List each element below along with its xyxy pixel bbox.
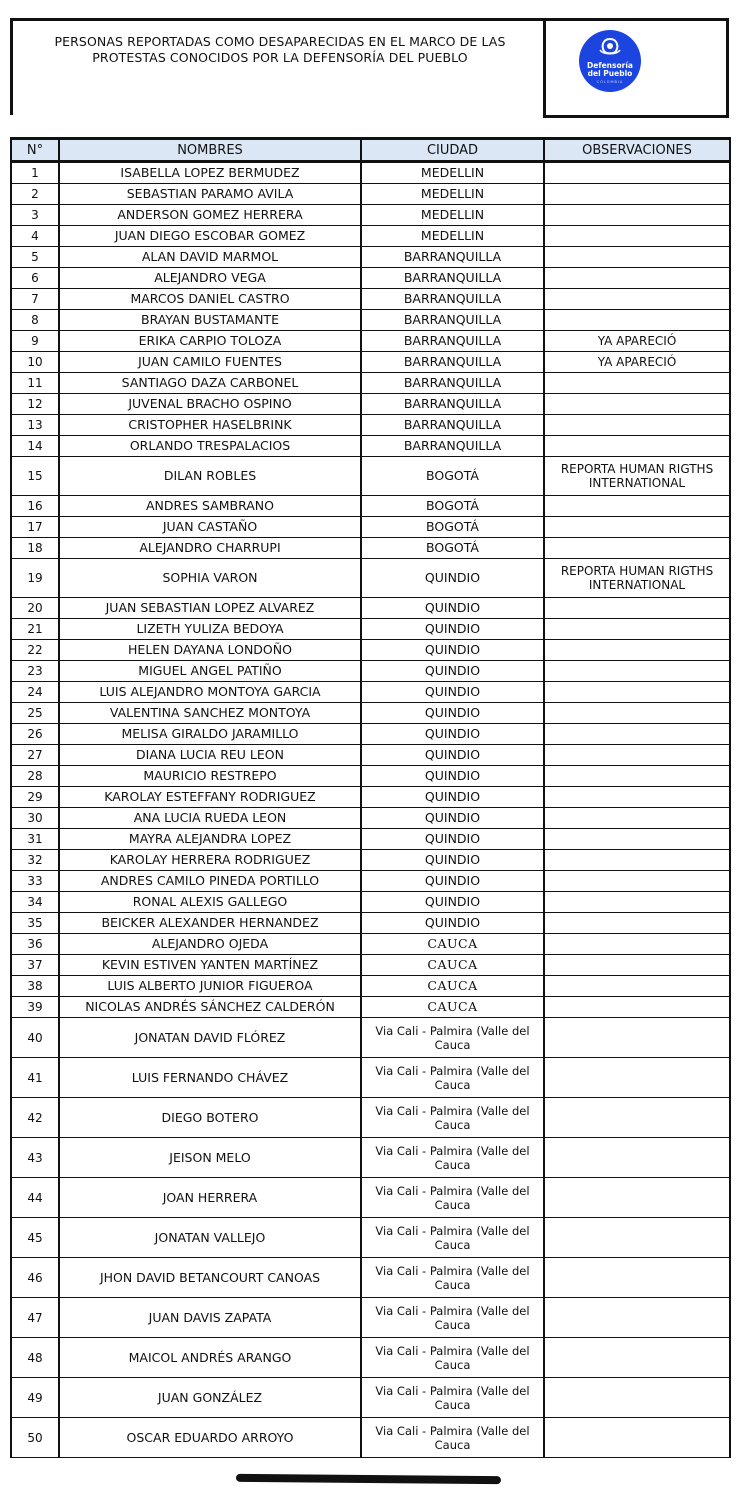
table-row (11, 517, 730, 538)
city-cell: QUINDIO (361, 850, 544, 871)
person-name: ISABELLA LOPEZ BERMUDEZ (59, 162, 361, 184)
row-number: 33 (11, 871, 59, 892)
table-row (11, 394, 730, 415)
city-cell: QUINDIO (361, 661, 544, 682)
observations-cell (544, 703, 730, 724)
table-row (11, 1418, 730, 1458)
table-row (11, 829, 730, 850)
person-name: BEICKER ALEXANDER HERNANDEZ (59, 913, 361, 934)
row-number: 5 (11, 247, 59, 268)
city-cell: Via Cali - Palmira (Valle del Cauca (361, 1178, 544, 1218)
table-row (11, 766, 730, 787)
person-name: JONATAN DAVID FLÓREZ (59, 1018, 361, 1058)
row-number: 34 (11, 892, 59, 913)
observations-cell (544, 724, 730, 745)
row-number: 27 (11, 745, 59, 766)
table-row (11, 1258, 730, 1298)
observations-cell (544, 226, 730, 247)
row-number: 15 (11, 457, 59, 496)
city-cell: MEDELLIN (361, 205, 544, 226)
person-name: HELEN DAYANA LONDOÑO (59, 640, 361, 661)
city-cell: QUINDIO (361, 598, 544, 619)
row-number: 22 (11, 640, 59, 661)
city-cell: MEDELLIN (361, 226, 544, 247)
row-number: 9 (11, 331, 59, 352)
logo-text: Defensoría del Pueblo (587, 61, 633, 78)
row-number: 36 (11, 934, 59, 955)
city-cell: BARRANQUILLA (361, 310, 544, 331)
row-number: 50 (11, 1418, 59, 1458)
row-number: 8 (11, 310, 59, 331)
person-name: KAROLAY HERRERA RODRIGUEZ (59, 850, 361, 871)
person-name: JEISON MELO (59, 1138, 361, 1178)
table-row (11, 934, 730, 955)
table-row (11, 205, 730, 226)
table-row (11, 1218, 730, 1258)
city-cell: QUINDIO (361, 892, 544, 913)
observations-cell (544, 997, 730, 1018)
city-cell: Via Cali - Palmira (Valle del Cauca (361, 1338, 544, 1378)
observations-cell (544, 394, 730, 415)
observations-cell (544, 1418, 730, 1458)
table-row (11, 289, 730, 310)
city-cell: BARRANQUILLA (361, 373, 544, 394)
person-name: ANA LUCIA RUEDA LEON (59, 808, 361, 829)
city-cell: BARRANQUILLA (361, 352, 544, 373)
column-header-number: N° (11, 139, 59, 162)
city-cell: BOGOTÁ (361, 457, 544, 496)
row-number: 30 (11, 808, 59, 829)
city-cell: Via Cali - Palmira (Valle del Cauca (361, 1018, 544, 1058)
table-row (11, 997, 730, 1018)
table-row (11, 538, 730, 559)
observations-cell (544, 496, 730, 517)
table-row (11, 850, 730, 871)
table-row (11, 415, 730, 436)
row-number: 31 (11, 829, 59, 850)
person-name: JUAN DAVIS ZAPATA (59, 1298, 361, 1338)
city-cell: QUINDIO (361, 913, 544, 934)
table-row (11, 808, 730, 829)
city-cell: QUINDIO (361, 619, 544, 640)
person-name: MAURICIO RESTREPO (59, 766, 361, 787)
row-number: 19 (11, 559, 59, 598)
city-cell: QUINDIO (361, 682, 544, 703)
observations-cell (544, 373, 730, 394)
observations-cell (544, 184, 730, 205)
row-number: 12 (11, 394, 59, 415)
person-name: ANDRES SAMBRANO (59, 496, 361, 517)
defensoria-logo (579, 30, 641, 92)
observations-cell (544, 247, 730, 268)
observations-cell (544, 415, 730, 436)
row-number: 44 (11, 1178, 59, 1218)
person-name: NICOLAS ANDRÉS SÁNCHEZ CALDERÓN (59, 997, 361, 1018)
city-cell: MEDELLIN (361, 184, 544, 205)
observations-cell (544, 1378, 730, 1418)
column-header-city: CIUDAD (361, 139, 544, 162)
row-number: 39 (11, 997, 59, 1018)
city-cell: QUINDIO (361, 559, 544, 598)
column-header-observations: OBSERVACIONES (544, 139, 730, 162)
observations-cell (544, 1258, 730, 1298)
observations-cell (544, 436, 730, 457)
row-number: 42 (11, 1098, 59, 1138)
observations-cell (544, 745, 730, 766)
row-number: 46 (11, 1258, 59, 1298)
person-name: ANDRES CAMILO PINEDA PORTILLO (59, 871, 361, 892)
table-row (11, 871, 730, 892)
table-row (11, 955, 730, 976)
observations-cell (544, 682, 730, 703)
row-number: 47 (11, 1298, 59, 1338)
city-cell: QUINDIO (361, 745, 544, 766)
observations-cell (544, 1338, 730, 1378)
title-line-1: PERSONAS REPORTADAS COMO DESAPARECIDAS EN EL MARCO DE LAS (54, 34, 506, 49)
table-row (11, 268, 730, 289)
table-row (11, 745, 730, 766)
person-name: JOAN HERRERA (59, 1178, 361, 1218)
observations-cell (544, 162, 730, 184)
logo-emblem-icon (598, 37, 622, 59)
person-name: LUIS ALBERTO JUNIOR FIGUEROA (59, 976, 361, 997)
observations-cell (544, 205, 730, 226)
observations-cell (544, 1178, 730, 1218)
row-number: 17 (11, 517, 59, 538)
table-row (11, 310, 730, 331)
row-number: 45 (11, 1218, 59, 1258)
observations-cell (544, 268, 730, 289)
row-number: 7 (11, 289, 59, 310)
person-name: JUVENAL BRACHO OSPINO (59, 394, 361, 415)
row-number: 28 (11, 766, 59, 787)
city-cell: BARRANQUILLA (361, 415, 544, 436)
row-number: 11 (11, 373, 59, 394)
person-name: BRAYAN BUSTAMANTE (59, 310, 361, 331)
row-number: 10 (11, 352, 59, 373)
table-row (11, 682, 730, 703)
table-row (11, 352, 730, 373)
table-row (11, 1378, 730, 1418)
observations-cell (544, 1218, 730, 1258)
table-row (11, 1058, 730, 1098)
row-number: 18 (11, 538, 59, 559)
row-number: 24 (11, 682, 59, 703)
city-cell: BARRANQUILLA (361, 394, 544, 415)
person-name: ALEJANDRO CHARRUPI (59, 538, 361, 559)
city-cell: BARRANQUILLA (361, 289, 544, 310)
table-row (11, 1138, 730, 1178)
observations-cell (544, 289, 730, 310)
row-number: 32 (11, 850, 59, 871)
observations-cell (544, 871, 730, 892)
observations-cell: REPORTA HUMAN RIGTHS INTERNATIONAL (544, 457, 730, 496)
row-number: 40 (11, 1018, 59, 1058)
table-row (11, 598, 730, 619)
observations-cell: YA APARECIÓ (544, 331, 730, 352)
person-name: RONAL ALEXIS GALLEGO (59, 892, 361, 913)
row-number: 14 (11, 436, 59, 457)
person-name: DIEGO BOTERO (59, 1098, 361, 1138)
person-name: MARCOS DANIEL CASTRO (59, 289, 361, 310)
observations-cell (544, 808, 730, 829)
observations-cell (544, 1098, 730, 1138)
person-name: KEVIN ESTIVEN YANTEN MARTÍNEZ (59, 955, 361, 976)
observations-cell (544, 619, 730, 640)
person-name: MELISA GIRALDO JARAMILLO (59, 724, 361, 745)
table-row (11, 373, 730, 394)
person-name: JUAN CAMILO FUENTES (59, 352, 361, 373)
city-cell: Via Cali - Palmira (Valle del Cauca (361, 1098, 544, 1138)
person-name: DILAN ROBLES (59, 457, 361, 496)
row-number: 26 (11, 724, 59, 745)
table-body (11, 162, 730, 1458)
city-cell: BARRANQUILLA (361, 436, 544, 457)
table-row (11, 892, 730, 913)
observations-cell (544, 934, 730, 955)
person-name: SANTIAGO DAZA CARBONEL (59, 373, 361, 394)
row-number: 2 (11, 184, 59, 205)
row-number: 25 (11, 703, 59, 724)
person-name: SEBASTIAN PARAMO AVILA (59, 184, 361, 205)
observations-cell (544, 976, 730, 997)
city-cell: Via Cali - Palmira (Valle del Cauca (361, 1258, 544, 1298)
person-name: ALAN DAVID MARMOL (59, 247, 361, 268)
row-number: 13 (11, 415, 59, 436)
row-number: 37 (11, 955, 59, 976)
city-cell: BOGOTÁ (361, 496, 544, 517)
person-name: ORLANDO TRESPALACIOS (59, 436, 361, 457)
row-number: 49 (11, 1378, 59, 1418)
person-name: JONATAN VALLEJO (59, 1218, 361, 1258)
city-cell: Via Cali - Palmira (Valle del Cauca (361, 1298, 544, 1338)
city-cell: CAUCA (361, 934, 544, 955)
table-row (11, 226, 730, 247)
observations-cell (544, 538, 730, 559)
table-row (11, 331, 730, 352)
person-name: KAROLAY ESTEFFANY RODRIGUEZ (59, 787, 361, 808)
table-row (11, 436, 730, 457)
column-header-names: NOMBRES (59, 139, 361, 162)
row-number: 29 (11, 787, 59, 808)
person-name: DIANA LUCIA REU LEON (59, 745, 361, 766)
person-name: ANDERSON GOMEZ HERRERA (59, 205, 361, 226)
observations-cell (544, 640, 730, 661)
person-name: MAYRA ALEJANDRA LOPEZ (59, 829, 361, 850)
table-row (11, 1338, 730, 1378)
city-cell: QUINDIO (361, 724, 544, 745)
observations-cell (544, 829, 730, 850)
observations-cell (544, 850, 730, 871)
row-number: 3 (11, 205, 59, 226)
city-cell: Via Cali - Palmira (Valle del Cauca (361, 1218, 544, 1258)
observations-cell (544, 1058, 730, 1098)
observations-cell (544, 766, 730, 787)
city-cell: Via Cali - Palmira (Valle del Cauca (361, 1058, 544, 1098)
observations-cell (544, 955, 730, 976)
person-name: ALEJANDRO VEGA (59, 268, 361, 289)
observations-cell: REPORTA HUMAN RIGTHS INTERNATIONAL (544, 559, 730, 598)
person-name: VALENTINA SANCHEZ MONTOYA (59, 703, 361, 724)
table-row (11, 703, 730, 724)
row-number: 21 (11, 619, 59, 640)
observations-cell (544, 1018, 730, 1058)
city-cell: BARRANQUILLA (361, 331, 544, 352)
city-cell: QUINDIO (361, 808, 544, 829)
row-number: 38 (11, 976, 59, 997)
person-name: LUIS FERNANDO CHÁVEZ (59, 1058, 361, 1098)
title-line-2: PROTESTAS CONOCIDOS POR LA DEFENSORÍA DEL PUEBLO (92, 50, 468, 65)
observations-cell (544, 310, 730, 331)
table-row (11, 1098, 730, 1138)
table-row (11, 184, 730, 205)
person-name: MIGUEL ANGEL PATIÑO (59, 661, 361, 682)
observations-cell (544, 517, 730, 538)
row-number: 4 (11, 226, 59, 247)
row-number: 1 (11, 162, 59, 184)
city-cell: BOGOTÁ (361, 517, 544, 538)
city-cell: Via Cali - Palmira (Valle del Cauca (361, 1138, 544, 1178)
observations-cell (544, 1298, 730, 1338)
observations-cell (544, 787, 730, 808)
city-cell: QUINDIO (361, 787, 544, 808)
city-cell: QUINDIO (361, 871, 544, 892)
city-cell: Via Cali - Palmira (Valle del Cauca (361, 1378, 544, 1418)
logo-country: COLOMBIA (596, 80, 624, 84)
table-row (11, 1178, 730, 1218)
redaction-mark (236, 1474, 501, 1484)
observations-cell: YA APARECIÓ (544, 352, 730, 373)
person-name: JUAN DIEGO ESCOBAR GOMEZ (59, 226, 361, 247)
person-name: JHON DAVID BETANCOURT CANOAS (59, 1258, 361, 1298)
document-title (30, 34, 530, 66)
city-cell: MEDELLIN (361, 162, 544, 184)
table-row (11, 640, 730, 661)
table-row (11, 162, 730, 184)
table-row (11, 1018, 730, 1058)
table-row (11, 724, 730, 745)
observations-cell (544, 1138, 730, 1178)
row-number: 48 (11, 1338, 59, 1378)
observations-cell (544, 913, 730, 934)
person-name: JUAN CASTAÑO (59, 517, 361, 538)
city-cell: CAUCA (361, 955, 544, 976)
table-row (11, 913, 730, 934)
row-number: 6 (11, 268, 59, 289)
table-row (11, 496, 730, 517)
city-cell: BARRANQUILLA (361, 247, 544, 268)
observations-cell (544, 661, 730, 682)
person-name: LUIS ALEJANDRO MONTOYA GARCIA (59, 682, 361, 703)
person-name: OSCAR EDUARDO ARROYO (59, 1418, 361, 1458)
person-name: SOPHIA VARON (59, 559, 361, 598)
row-number: 35 (11, 913, 59, 934)
row-number: 16 (11, 496, 59, 517)
city-cell: QUINDIO (361, 829, 544, 850)
person-name: ERIKA CARPIO TOLOZA (59, 331, 361, 352)
city-cell: QUINDIO (361, 766, 544, 787)
person-name: CRISTOPHER HASELBRINK (59, 415, 361, 436)
table-row (11, 1298, 730, 1338)
city-cell: CAUCA (361, 976, 544, 997)
city-cell: BARRANQUILLA (361, 268, 544, 289)
person-name: ALEJANDRO OJEDA (59, 934, 361, 955)
table-row (11, 661, 730, 682)
person-name: JUAN GONZÁLEZ (59, 1378, 361, 1418)
table-header-row (11, 139, 730, 162)
person-name: LIZETH YULIZA BEDOYA (59, 619, 361, 640)
observations-cell (544, 892, 730, 913)
city-cell: QUINDIO (361, 640, 544, 661)
table-row (11, 559, 730, 598)
row-number: 20 (11, 598, 59, 619)
person-name: JUAN SEBASTIAN LOPEZ ALVAREZ (59, 598, 361, 619)
row-number: 23 (11, 661, 59, 682)
table-row (11, 976, 730, 997)
missing-persons-table (10, 137, 731, 1458)
logo-box (543, 18, 729, 118)
city-cell: QUINDIO (361, 703, 544, 724)
table-row (11, 457, 730, 496)
person-name: MAICOL ANDRÉS ARANGO (59, 1338, 361, 1378)
city-cell: BOGOTÁ (361, 538, 544, 559)
row-number: 43 (11, 1138, 59, 1178)
city-cell: CAUCA (361, 997, 544, 1018)
observations-cell (544, 598, 730, 619)
table-row (11, 787, 730, 808)
row-number: 41 (11, 1058, 59, 1098)
table-row (11, 247, 730, 268)
city-cell: Via Cali - Palmira (Valle del Cauca (361, 1418, 544, 1458)
table-row (11, 619, 730, 640)
